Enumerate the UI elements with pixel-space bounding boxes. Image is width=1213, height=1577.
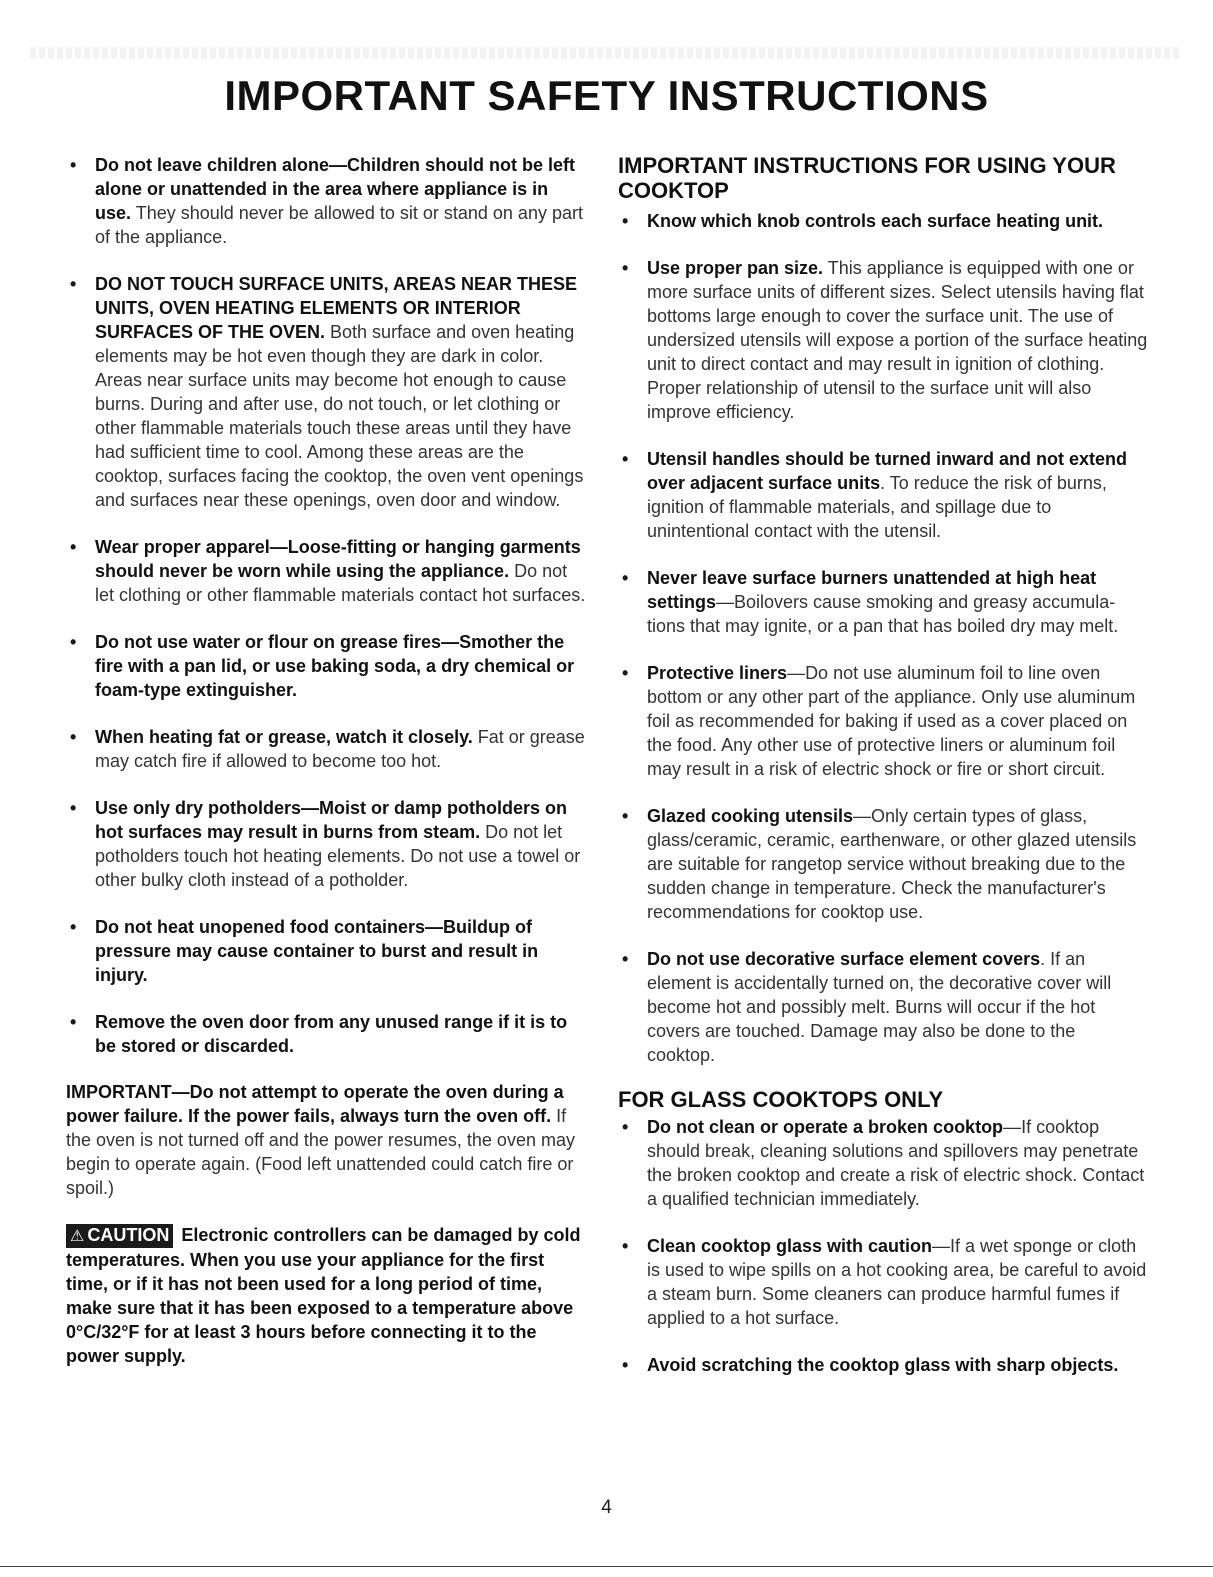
list-item [66, 153, 588, 249]
caution-note [66, 1223, 588, 1368]
bottom-divider [0, 1566, 1213, 1567]
item-bold: Avoid scratching the cooktop glass with sharp objects. [647, 1355, 1119, 1375]
glass-cooktop-heading: FOR GLASS COOKTOPS ONLY [618, 1087, 944, 1112]
warning-triangle-icon: ⚠ [70, 1228, 85, 1245]
item-bold: Do not use decorative surface element covers [647, 949, 1041, 969]
item-bold: Do not heat unopened food containers—Buildup of pressure may cause container to burst and result in injury. [95, 917, 539, 985]
bullet: • [70, 798, 77, 818]
bullet: • [622, 806, 629, 826]
list-item [66, 915, 588, 987]
caution-text: Electronic controllers can be damaged by cold temperatures. When you use your appliance for the first time, or if it has not been used for a long period of time, make sure that it has been exposed to a temperature above 0°C/32°F for at least 3 hours before connecting it to the power supply. [66, 1225, 581, 1366]
bullet: • [622, 258, 629, 278]
list-item [618, 566, 1148, 638]
page-title: IMPORTANT SAFETY INSTRUCTIONS [224, 72, 989, 119]
list-item [618, 1115, 1148, 1211]
list-item [618, 804, 1148, 924]
bullet: • [70, 632, 77, 652]
item-bold: Use only dry potholders—Moist or damp potholders on hot surfaces may result in burns from steam. [95, 798, 568, 842]
cooktop-heading: IMPORTANT INSTRUCTIONS FOR USING YOUR COOKTOP [618, 153, 1116, 203]
list-item [618, 1353, 1148, 1377]
important-note [66, 1080, 588, 1200]
important-text: If the oven is not turned off and the power resumes, the oven may begin to operate again. (Food left unattended could catch fire or spoil.) [66, 1106, 575, 1198]
item-text: Fat or grease may catch fire if allowed to become too hot. [95, 727, 585, 771]
item-text: —If a wet sponge or cloth is used to wipe spills on a hot cooking area, be careful to avoid a steam burn. Some cleaners can produce harmful fumes if applied to a hot surface. [647, 1236, 1147, 1328]
bullet: • [622, 568, 629, 588]
bullet: • [70, 537, 77, 557]
bullet: • [70, 727, 77, 747]
list-item [618, 947, 1148, 1067]
item-bold: DO NOT TOUCH SURFACE UNITS, AREAS NEAR THESE UNITS, OVEN HEATING ELEMENTS OR INTERIOR SURFACES OF THE OVEN. [95, 274, 578, 342]
bullet: • [70, 274, 77, 294]
right-column [618, 153, 1148, 1377]
item-bold: Glazed cooking utensils [647, 806, 854, 826]
bullet: • [70, 917, 77, 937]
list-item [66, 1010, 588, 1058]
item-text: —Boilovers cause smoking and greasy accumula-tions that may ignite, or a pan that has boiled dry may melt. [647, 592, 1119, 636]
item-bold: Do not use water or flour on grease fires—Smother the fire with a pan lid, or use baking soda, a dry chemical or foam-type extinguisher. [95, 632, 575, 700]
list-item [618, 256, 1148, 424]
bullet: • [622, 449, 629, 469]
bullet: • [622, 211, 629, 231]
item-bold: Do not clean or operate a broken cooktop [647, 1117, 1004, 1137]
item-text: This appliance is equipped with one or more surface units of different sizes. Select utensils having flat bottoms large enough to cover the surface unit. The use of undersized utensils will expose a portion of the surface heating unit to direct contact and may result in ignition of clothing. Proper relationship of utensil to the surface unit will also improve efficiency. [647, 258, 1148, 422]
item-text: Both surface and oven heating elements may be hot even though they are dark in color. Areas near surface units may become hot enough to cause burns. During and after use, do not touch, or let clothing or other flammable materials touch these areas until they have had sufficient time to cool. Among these areas are the cooktop, surfaces facing the cooktop, the oven vent openings and surfaces near these openings, oven door and window. [95, 322, 584, 510]
caution-label: CAUTION [87, 1225, 170, 1245]
item-bold: Wear proper apparel—Loose-fitting or hanging garments should never be worn while using the appliance. [95, 537, 581, 581]
caution-badge [66, 1224, 173, 1248]
item-text: They should never be allowed to sit or stand on any part of the appliance. [95, 203, 583, 247]
bullet: • [622, 1355, 629, 1375]
item-bold: Utensil handles should be turned inward and not extend over adjacent surface units [647, 449, 1128, 493]
list-item [66, 630, 588, 702]
item-bold: Clean cooktop glass with caution [647, 1236, 933, 1256]
item-bold: Know which knob controls each surface heating unit. [647, 211, 1104, 231]
list-item [66, 272, 588, 512]
item-text: Do not let clothing or other flammable materials contact hot surfaces. [95, 561, 586, 605]
scan-artifact-strip [30, 47, 1180, 59]
list-item [66, 535, 588, 607]
item-text: . If an element is accidentally turned on, the decorative cover will become hot and possibly melt. Burns will occur if the hot covers are touched. Damage may also be done to the cooktop. [647, 949, 1112, 1065]
list-item [618, 1234, 1148, 1330]
page-number: 4 [601, 1497, 612, 1518]
item-bold: Remove the oven door from any unused range if it is to be stored or discarded. [95, 1012, 568, 1056]
item-bold: Do not leave children alone—Children should not be left alone or unattended in the area where appliance is in use. [95, 155, 576, 223]
item-bold: Never leave surface burners unattended at high heat settings [647, 568, 1097, 612]
bullet: • [622, 1236, 629, 1256]
item-bold: Protective liners [647, 663, 788, 683]
item-text: . To reduce the risk of burns, ignition of flammable materials, and spillage due to unintentional contact with the utensil. [647, 473, 1107, 541]
bullet: • [622, 949, 629, 969]
list-item [618, 661, 1148, 781]
left-column [66, 153, 588, 1368]
list-item [66, 725, 588, 773]
important-bold: IMPORTANT—Do not attempt to operate the oven during a power failure. If the power fails, always turn the oven off. [66, 1082, 564, 1126]
item-text: —Do not use aluminum foil to line oven bottom or any other part of the appliance. Only use aluminum foil as recommended for baking if used as a cover placed on the food. Any other use of protective liners or aluminum foil may result in a risk of electric shock or fire or short circuit. [647, 663, 1136, 779]
item-bold: When heating fat or grease, watch it closely. [95, 727, 473, 747]
list-item [66, 796, 588, 892]
bullet: • [622, 1117, 629, 1137]
list-item [618, 447, 1148, 543]
list-item [618, 209, 1148, 233]
item-text: —Only certain types of glass, glass/ceramic, ceramic, earthenware, or other glazed utensils are suitable for rangetop service without breaking due to the sudden change in temperature. Check the manufacturer's recommendations for cooktop use. [647, 806, 1137, 922]
bullet: • [622, 663, 629, 683]
bullet: • [70, 155, 77, 175]
item-bold: Use proper pan size. [647, 258, 824, 278]
bullet: • [70, 1012, 77, 1032]
item-text: —If cooktop should break, cleaning solutions and spillovers may penetrate the broken cooktop and create a risk of electric shock. Contact a qualified technician immediately. [647, 1117, 1145, 1209]
item-text: Do not let potholders touch hot heating elements. Do not use a towel or other bulky cloth instead of a potholder. [95, 822, 581, 890]
